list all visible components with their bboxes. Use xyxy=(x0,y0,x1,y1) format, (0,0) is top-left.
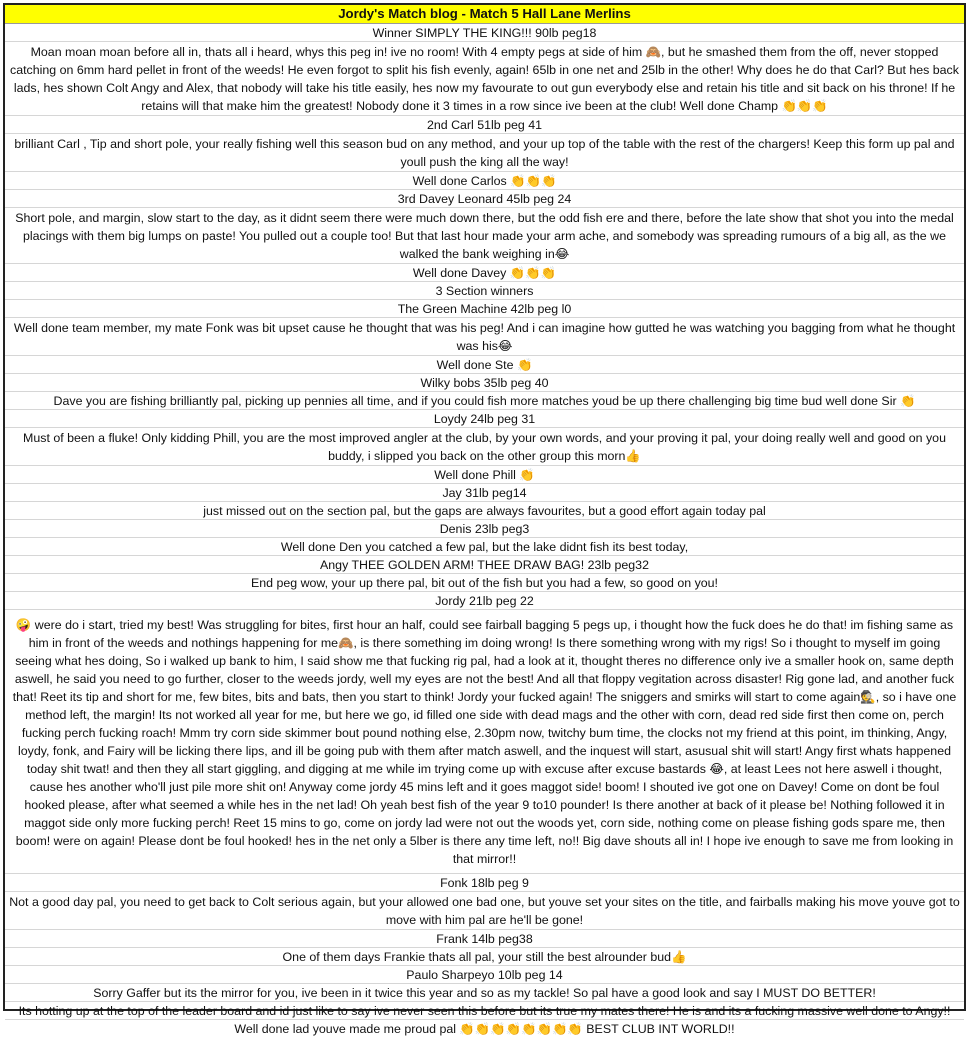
result-row[interactable] xyxy=(5,374,964,392)
cell-text: Jay 31lb peg14 xyxy=(442,485,527,500)
result-row[interactable] xyxy=(5,556,964,574)
comment-row[interactable] xyxy=(5,984,964,1002)
result-row[interactable] xyxy=(5,484,964,502)
cell-text: Sorry Gaffer but its the mirror for you, ive been in it twice this year and so as my tackle! So pal have a good look and say I MUST DO BETTER! xyxy=(93,985,876,1000)
cell-text: Well done Ste 👏 xyxy=(436,357,533,372)
cell-text: Denis 23lb peg3 xyxy=(439,521,530,536)
comment-row[interactable] xyxy=(5,574,964,592)
comment-row[interactable] xyxy=(5,356,964,374)
comment-row[interactable] xyxy=(5,318,964,356)
result-row[interactable] xyxy=(5,874,964,892)
blog-title: Jordy's Match blog - Match 5 Hall Lane Merlins xyxy=(338,6,631,21)
cell-text: The Green Machine 42lb peg l0 xyxy=(397,301,572,316)
cell-text: Dave you are fishing brilliantly pal, picking up pennies all time, and if you could fish more matches youd be up there challenging big time bud well done Sir 👏 xyxy=(53,393,916,408)
cell-text: Moan moan moan before all in, thats all i heard, whys this peg in! ive no room! With 4 empty pegs at side of him 🙈, but he smashed them from the off, never stopped catching on 6mm hard pellet in front of the weeds! He even forgot to split his fish evenly, again! 65lb in one net and 25lb in the other! Why does he do that Carl? But hes back lads, hes shown Colt Angy and Alex, that nobody will take his title easily, hes now my favourate to out gun everybody else and retain his title and sit back on his throne! If he retains will that make him the greatest! Nobody done it 3 times in a row since ive been at the club! Well done Champ 👏👏👏 xyxy=(10,44,959,113)
result-row[interactable] xyxy=(5,24,964,42)
comment-row[interactable] xyxy=(5,208,964,264)
comment-row[interactable] xyxy=(5,172,964,190)
cell-text: Winner SIMPLY THE KING!!! 90lb peg18 xyxy=(372,25,597,40)
cell-text: End peg wow, your up there pal, bit out of the fish but you had a few, so good on you! xyxy=(250,575,719,590)
cell-text: Jordy 21lb peg 22 xyxy=(435,593,534,608)
cell-text: Fonk 18lb peg 9 xyxy=(440,875,529,890)
cell-text: 🤪 were do i start, tried my best! Was struggling for bites, first hour an half, could see fairball bagging 5 pegs up, i thought how the fuck does he do that! im fishing same as him in front of the weeds and nothings happening for me🙈, is there something im doing wrong! Is there something wrong with my rigs! So i thought to myself im going seeing what hes doing, So i walked up bank to him, I said show me that fucking rig pal, had a look at it, thought theres no difference only ive a smaller hook on, same depth aswell, he said you need to go further, closer to the weeds jordy, well my eyes are not the best! And all that floppy vegitation across disaster! Rig gone lad, and another fuck that! Reet its tip and short for me, few bites, bits and bats, then you start to think! Jordy your fucked again! The sniggers and smirks will start to come again🕵, so i have one method left, the margin! Its not worked all year for me, but here we go, id filled one side with dead mags and the other with corn, dead red side first then come on, perch fucking perch fucking roach! Mmm try corn side skimmer bout pound nothing else, 2.30pm now, twitchy bum time, the clocks not my friend at this point, im thinking, Angy, loydy, fonk, and Fairy will be licking there lips, and ill be going pub with them after match aswell, and the inquest will start, asusual shit will start! Angy first whats happened today shit twat! and then they all start giggling, and digging at me while im trying come up with excuse after excuse bastards 😂, at least Lees not here aswell i thought, cause hes another who'll just pile more shit on! Anyway come jordy 45 mins left and it goes maggot side! boom! I shouted ive got one on Davey! Come on dont be foul hooked please, after what seemed a while hes in the net lad! Oh yeah best fish of the year 9 to10 pounder! Is there another at back of it please be! Nothing followed it in maggot side only more fucking perch! Reet 15 mins to go, come on jordy lad were not out the woods yet, corn side, nothing come on please fishing gods spare me, then boom! were on again! Please dont be foul hooked! hes in the net only a 5lber is there any time left, no!! Big dave shouts all in! I hope ive enough to save me from looking in that mirror!! xyxy=(12,617,957,866)
cell-text: Wilky bobs 35lb peg 40 xyxy=(420,375,549,390)
result-row[interactable] xyxy=(5,410,964,428)
comment-row[interactable] xyxy=(5,264,964,282)
result-row[interactable] xyxy=(5,116,964,134)
result-row[interactable] xyxy=(5,592,964,610)
cell-text: Not a good day pal, you need to get back to Colt serious again, but your allowed one bad one, but youve set your sites on the title, and fairballs making his move youve got to move with him pal are he'll be gone! xyxy=(9,894,960,927)
cell-text: Angy THEE GOLDEN ARM! THEE DRAW BAG! 23lb peg32 xyxy=(320,557,649,572)
blog-rows xyxy=(5,24,964,1038)
comment-row[interactable] xyxy=(5,466,964,484)
comment-row[interactable] xyxy=(5,1002,964,1020)
comment-row[interactable] xyxy=(5,42,964,116)
cell-text: Short pole, and margin, slow start to the day, as it didnt seem there were much down there, but the odd fish ere and there, before the late show that shot you into the medal placings with them big lumps on paste! You pulled out a couple too! But that last hour made your arm ache, and somebody was spreading rumours of a big all, as the we walked the bank weighing in😂 xyxy=(15,210,954,261)
cell-text: Its hotting up at the top of the leader board and id just like to say ive never seen this before but its true my mates there! He is and its a fucking massive well done to Angy!! xyxy=(18,1003,951,1018)
comment-row[interactable] xyxy=(5,392,964,410)
cell-text: 2nd Carl 51lb peg 41 xyxy=(426,117,543,132)
cell-text: One of them days Frankie thats all pal, your still the best alrounder bud👍 xyxy=(282,949,687,964)
comment-row[interactable] xyxy=(5,948,964,966)
result-row[interactable] xyxy=(5,930,964,948)
result-row[interactable] xyxy=(5,966,964,984)
cell-text: 3rd Davey Leonard 45lb peg 24 xyxy=(397,191,572,206)
cell-text: 3 Section winners xyxy=(435,283,534,298)
result-row[interactable] xyxy=(5,520,964,538)
cell-text: Well done Carlos 👏👏👏 xyxy=(412,173,557,188)
comment-row[interactable] xyxy=(5,134,964,172)
comment-row[interactable] xyxy=(5,538,964,556)
cell-text: Well done Davey 👏👏👏 xyxy=(412,265,557,280)
spreadsheet-table xyxy=(3,3,966,1036)
cell-text: Well done Phill 👏 xyxy=(434,467,535,482)
comment-row[interactable] xyxy=(5,428,964,466)
comment-row[interactable] xyxy=(5,1020,964,1038)
cell-text: Loydy 24lb peg 31 xyxy=(433,411,536,426)
comment-row[interactable] xyxy=(5,610,964,874)
result-row[interactable] xyxy=(5,190,964,208)
section-heading-row[interactable] xyxy=(5,282,964,300)
cell-text: Frank 14lb peg38 xyxy=(436,931,533,946)
cell-text: Well done Den you catched a few pal, but the lake didnt fish its best today, xyxy=(280,539,689,554)
comment-row[interactable] xyxy=(5,502,964,520)
cell-text: Well done team member, my mate Fonk was bit upset cause he thought that was his peg! And i can imagine how gutted he was watching you bagging from what he thought was his😂 xyxy=(13,320,956,353)
blog-title-cell[interactable] xyxy=(5,5,964,24)
cell-text: Paulo Sharpeyo 10lb peg 14 xyxy=(406,967,563,982)
comment-row[interactable] xyxy=(5,892,964,930)
cell-text: Must of been a fluke! Only kidding Phill, you are the most improved angler at the club, by your own words, and your proving it pal, your doing really well and good on you buddy, i slipped you back on the other group this morn👍 xyxy=(23,430,946,463)
cell-text: brilliant Carl , Tip and short pole, your really fishing well this season bud on any method, and your up top of the table with the rest of the chargers! Keep this form up pal and youll push the king all the way! xyxy=(14,136,955,169)
cell-text: Well done lad youve made me proud pal 👏👏👏👏👏👏👏👏 BEST CLUB INT WORLD!! xyxy=(234,1022,735,1036)
result-row[interactable] xyxy=(5,300,964,318)
cell-text: just missed out on the section pal, but the gaps are always favourites, but a good effort again today pal xyxy=(203,503,766,518)
